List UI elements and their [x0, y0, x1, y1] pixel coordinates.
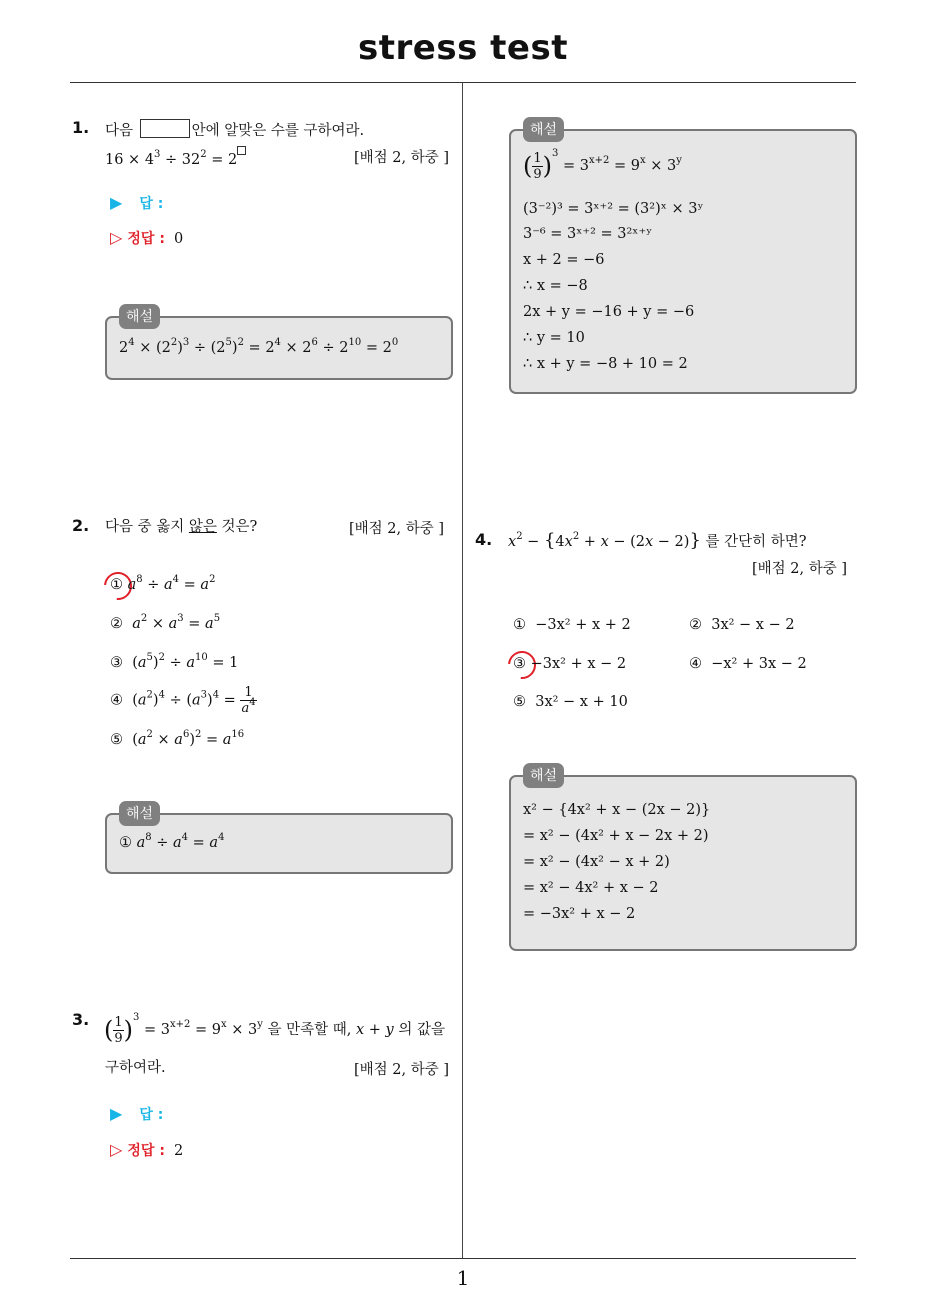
- choice-text: 3x² − x − 2: [711, 617, 795, 633]
- q1-text-after: 안에 알맞은 수를 구하여라.: [191, 123, 365, 139]
- q1-solution-tag: 해설: [119, 304, 160, 329]
- q1-blank-box: [140, 119, 190, 138]
- choice-marker: ⑤: [110, 732, 123, 748]
- q4-choice-3[interactable]: [513, 654, 626, 674]
- q3-solution-line-5: 2x + y = −16 + y = −6: [523, 304, 695, 320]
- choice-text: −3x² + x − 2: [530, 656, 627, 672]
- q3-solution-box: [509, 129, 857, 394]
- q3-text-after: 을 만족할 때,: [267, 1022, 352, 1038]
- q2-choice-4[interactable]: ④ $(a^2)^4 \div (a^3)^4$ = $\frac{1}{a^4}$: [110, 685, 256, 716]
- q1-correct-value: 0: [174, 231, 184, 247]
- q2-text-a: 다음 중 옳지: [105, 519, 189, 535]
- footer-rule: [70, 1258, 856, 1259]
- choice-marker: ③: [513, 656, 526, 672]
- q2-text-underlined: 않은: [188, 519, 217, 535]
- q3-solution-line-7: ∴ x + y = −8 + 10 = 2: [523, 356, 688, 372]
- q3-correct-label: 정답 :: [127, 1143, 165, 1159]
- q1-equation: $16 \times 4^3 \div 32^2 = 2$: [105, 146, 246, 170]
- choice-text: 3x² − x + 10: [535, 694, 628, 710]
- choice-marker: ①: [110, 577, 123, 593]
- choice-text: −x² + 3x − 2: [711, 656, 807, 672]
- q4-solution-line-2: = x² − (4x² + x − 2x + 2): [523, 828, 709, 844]
- choice-marker: ④: [689, 656, 702, 672]
- choice-marker: ②: [110, 616, 123, 632]
- header-rule: [70, 82, 856, 83]
- q2-choice-5[interactable]: ⑤ $(a^2 \times a^6)^2 = a^{16}$: [110, 729, 245, 748]
- q4-choice-5[interactable]: [513, 692, 628, 712]
- q1-correct-row: [110, 228, 183, 249]
- q3-solution-line-2: 3⁻⁶ = 3ˣ⁺² = 3²ˣ⁺ʸ: [523, 226, 653, 242]
- q4-solution-line-4: = x² − 4x² + x − 2: [523, 880, 659, 896]
- outline-triangle-icon: ▷: [110, 1140, 123, 1159]
- q4-solution-line-5: = −3x² + x − 2: [523, 906, 636, 922]
- q4-text-after: 를 간단히 하면?: [705, 534, 807, 550]
- q2-choice-2[interactable]: ② $a^2 \times a^3 = a^5$: [110, 613, 221, 632]
- q4-choice-2[interactable]: [689, 615, 795, 635]
- page-title: stress test: [358, 28, 568, 68]
- outline-triangle-icon: ▷: [110, 228, 123, 247]
- q1-placeholder-square: [237, 146, 246, 155]
- q3-answer-label: 답 :: [139, 1107, 164, 1123]
- column-divider: [462, 83, 463, 1259]
- choice-marker: ⑤: [513, 694, 526, 710]
- q4-solution-tag: 해설: [523, 763, 564, 788]
- choice-marker: ②: [689, 617, 702, 633]
- q4-number: 4.: [475, 530, 493, 549]
- q3-solution-line-6: ∴ y = 10: [523, 330, 585, 346]
- q1-answer-row[interactable]: [110, 193, 163, 213]
- q3-solution-line-4: ∴ x = −8: [523, 278, 588, 294]
- q4-choice-1[interactable]: [513, 615, 631, 635]
- q3-correct-row: [110, 1140, 183, 1161]
- q3-solution-tag: 해설: [523, 117, 564, 142]
- page-number: 1: [456, 1266, 470, 1290]
- q2-number: 2.: [72, 516, 90, 535]
- q3-text-end: 의 값을: [398, 1022, 445, 1038]
- q3-equation: ( $\frac{1}{9}$ )$^3 = 3^{x+2} = 9^x \times 3^y$ 을 만족할 때, x + y 의 값을: [104, 1012, 445, 1046]
- q2-solution-line: ① $a^8 \div a^4 = a^4$: [119, 832, 225, 851]
- q4-prompt: $x^2 - \{4x^2 + x - (2x - 2)\}$ 를 간단히 하면?: [508, 530, 807, 551]
- q3-answer-row[interactable]: [110, 1104, 163, 1124]
- q1-correct-label: 정답 :: [127, 231, 165, 247]
- q3-score: [배점 2, 하중 ]: [354, 1062, 450, 1078]
- q2-prompt: [105, 517, 257, 537]
- q1-prompt: [105, 119, 364, 141]
- q3-correct-value: 2: [174, 1143, 184, 1159]
- choice-text: −3x² + x + 2: [535, 617, 631, 633]
- q1-text-before: 다음: [105, 123, 134, 139]
- q3-text-line2: 구하여라.: [105, 1060, 166, 1076]
- q2-choice-3[interactable]: ③ $(a^5)^2 \div a^{10} = 1$: [110, 652, 239, 671]
- q4-choice-4[interactable]: [689, 654, 807, 674]
- q4-solution-box: [509, 775, 857, 951]
- q2-text-b: 것은?: [216, 519, 258, 535]
- play-triangle-icon: ▶: [110, 193, 123, 212]
- q4-solution-line-3: = x² − (4x² − x + 2): [523, 854, 670, 870]
- q2-choice-1[interactable]: ① $a^8 \div a^4 = a^2$: [110, 574, 216, 593]
- q4-solution-line-1: x² − {4x² + x − (2x − 2)}: [523, 802, 711, 818]
- q1-number: 1.: [72, 118, 90, 137]
- q3-number: 3.: [72, 1010, 90, 1029]
- play-triangle-icon: ▶: [110, 1104, 123, 1123]
- q1-answer-label: 답 :: [139, 196, 164, 212]
- q2-score: [배점 2, 하중 ]: [349, 521, 445, 537]
- choice-marker: ④: [110, 692, 123, 709]
- choice-marker: ③: [110, 655, 123, 671]
- q4-score: [배점 2, 하중 ]: [752, 561, 848, 577]
- q3-solution-line-1: (3⁻²)³ = 3ˣ⁺² = (3²)ˣ × 3ʸ: [523, 201, 704, 217]
- q1-solution-line: $2^4 \times (2^2)^3 \div (2^5)^2 = 2^4 \times 2^6 \div 2^{10} = 2^0$: [119, 337, 399, 356]
- q3-solution-line-3: x + 2 = −6: [523, 252, 605, 268]
- q1-score: [배점 2, 하중 ]: [354, 150, 450, 166]
- q2-solution-tag: 해설: [119, 801, 160, 826]
- q3-solution-first-line: ( $\frac{1}{9}$ )$^3 = 3^{x+2} = 9^x \times 3^y$: [523, 148, 682, 182]
- choice-marker: ①: [513, 617, 526, 633]
